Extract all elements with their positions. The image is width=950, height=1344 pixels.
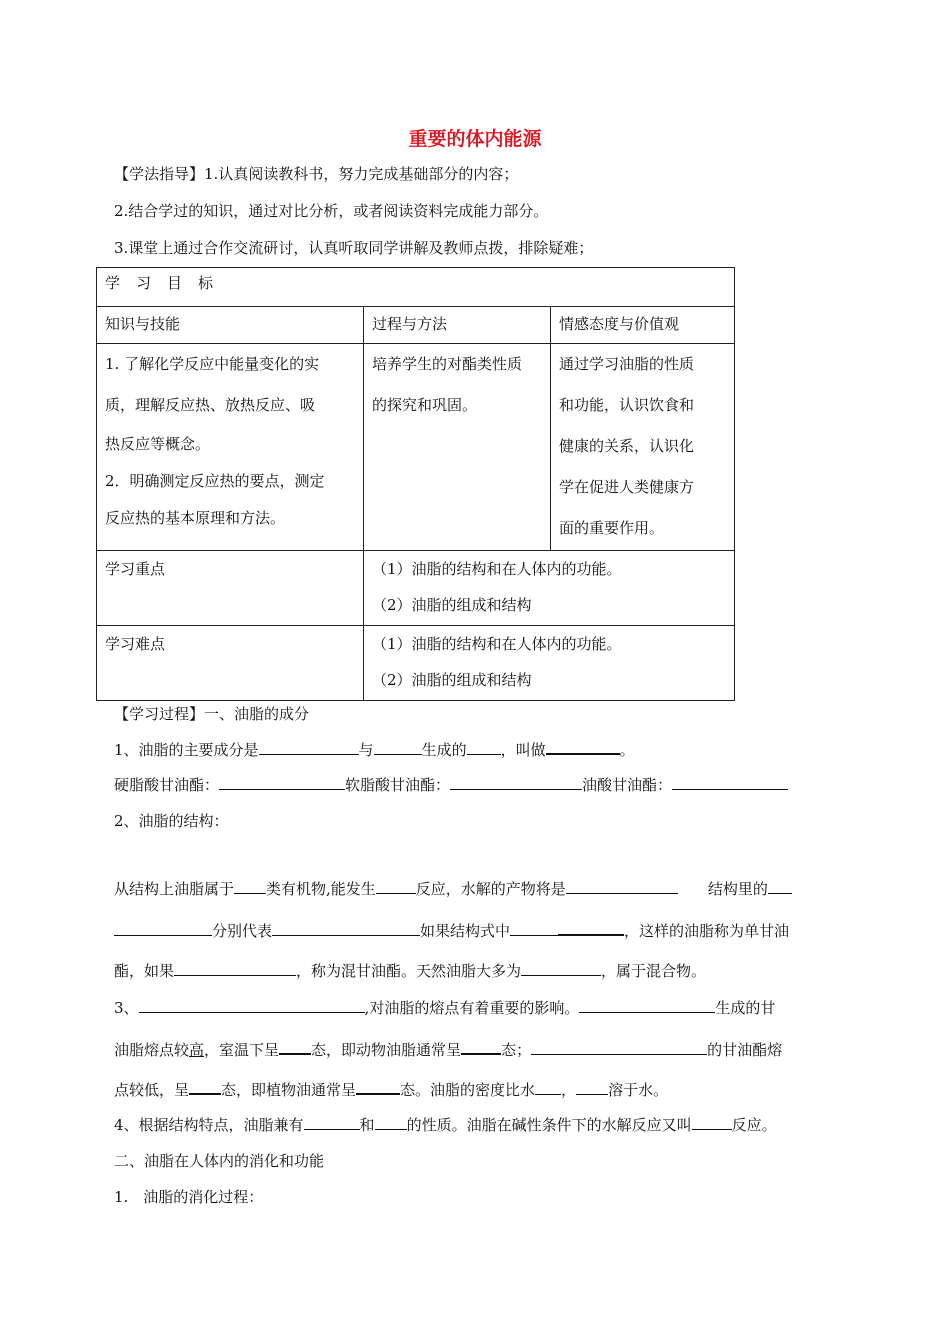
structure-line-2: 分别代表 如果结构式中 ，这样的油脂称为单甘油 xyxy=(114,919,789,941)
question-3-line-3: 点较低，呈 态，即植物油通常呈 态。油脂的密度比水 ， 溶于水。 xyxy=(114,1078,668,1100)
col-knowledge-header: 知识与技能 xyxy=(97,307,364,344)
goals-header: 学习目标 xyxy=(97,268,735,307)
blank-field[interactable] xyxy=(579,997,715,1013)
attitude-line: 健康的关系，认识化 xyxy=(559,437,695,455)
process-line: 培养学生的对酯类性质 xyxy=(372,355,523,373)
blank-field[interactable] xyxy=(531,1039,707,1055)
process-heading-label: 【学习过程】 xyxy=(114,705,205,723)
blank-field[interactable] xyxy=(279,1038,311,1055)
blank-field[interactable] xyxy=(546,738,620,755)
attitude-cell xyxy=(551,344,735,551)
structure-line-1: 从结构上油脂属于 类有机物,能发生 反应，水解的产物将是 结构里的 xyxy=(114,878,792,899)
process-heading-text: 一、油脂的成分 xyxy=(204,705,310,723)
process-line: 的探究和巩固。 xyxy=(372,396,478,414)
key-points-cell xyxy=(364,551,735,626)
blank-field[interactable] xyxy=(304,1114,360,1130)
knowledge-cell xyxy=(97,344,364,551)
blank-field[interactable] xyxy=(272,920,420,936)
question-3-line-2: 油脂熔点较高，室温下呈 态，即动物油脂通常呈 态； 的甘油酯熔 xyxy=(114,1038,782,1060)
attitude-line: 通过学习油脂的性质 xyxy=(559,355,695,373)
question-2: 2、油脂的结构： xyxy=(114,812,229,830)
process-cell xyxy=(364,344,551,551)
knowledge-line: 1. 了解化学反应中能量变化的实 xyxy=(105,355,320,373)
learning-goals-table xyxy=(96,267,735,701)
question-3: 3、 ,对油脂的熔点有着重要的影响。 生成的甘 xyxy=(114,999,776,1017)
blank-field[interactable] xyxy=(510,920,558,936)
knowledge-line: 热反应等概念。 xyxy=(105,435,211,453)
difficult-points-label: 学习难点 xyxy=(97,626,364,701)
difficult-point-item: （2）油脂的组成和结构 xyxy=(372,671,532,689)
blank-field[interactable] xyxy=(672,774,788,790)
blank-field[interactable] xyxy=(566,878,678,894)
process-heading xyxy=(114,703,309,724)
blank-field[interactable] xyxy=(450,774,582,790)
study-guide-item-3: 3.课堂上通过合作交流研讨，认真听取同学讲解及教师点拨，排除疑难； xyxy=(114,239,594,257)
col-attitude-header: 情感态度与价值观 xyxy=(551,307,735,344)
blank-field[interactable] xyxy=(219,774,345,790)
knowledge-line: 2．明确测定反应热的要点，测定 xyxy=(105,472,325,490)
page-title: 重要的体内能源 xyxy=(408,128,542,150)
study-guide-item-2: 2.结合学过的知识，通过对比分析，或者阅读资料完成能力部分。 xyxy=(114,202,549,220)
blank-field[interactable] xyxy=(174,960,296,976)
attitude-line: 面的重要作用。 xyxy=(559,519,665,537)
blank-field[interactable] xyxy=(535,1079,561,1095)
question-1: 1、油脂的主要成分是 与 生成的 ，叫做 。 xyxy=(114,738,635,760)
blank-field[interactable] xyxy=(376,878,416,894)
blank-field[interactable] xyxy=(189,1078,221,1095)
knowledge-line: 反应热的基本原理和方法。 xyxy=(105,509,286,527)
section-2-item-1: 1. 油脂的消化过程： xyxy=(114,1188,264,1206)
key-points-label: 学习重点 xyxy=(97,551,364,626)
blank-field[interactable] xyxy=(576,1079,608,1095)
attitude-line: 和功能，认识饮食和 xyxy=(559,396,695,414)
blank-field[interactable] xyxy=(692,1114,732,1130)
study-guide-label: 【学法指导】 xyxy=(114,165,205,183)
blank-field[interactable] xyxy=(139,997,365,1013)
structure-line-3: 酯，如果 ，称为混甘油酯。天然油脂大多为 ，属于混合物。 xyxy=(114,962,707,980)
difficult-points-cell xyxy=(364,626,735,701)
key-point-item: （1）油脂的结构和在人体内的功能。 xyxy=(372,560,622,578)
blank-field[interactable] xyxy=(467,739,501,755)
blank-field[interactable] xyxy=(356,1078,400,1095)
key-point-item: （2）油脂的组成和结构 xyxy=(372,596,532,614)
blank-field[interactable] xyxy=(374,739,422,755)
question-4: 4、根据结构特点，油脂兼有 和 的性质。油脂在碱性条件下的水解反应又叫 反应。 xyxy=(114,1116,777,1134)
study-guide-item-1: 1.认真阅读教科书，努力完成基础部分的内容； xyxy=(204,165,519,183)
difficult-point-item: （1）油脂的结构和在人体内的功能。 xyxy=(372,635,622,653)
blank-field[interactable] xyxy=(375,1114,407,1130)
blank-field[interactable] xyxy=(768,878,792,894)
study-guide-line-1 xyxy=(114,163,518,184)
section-2-heading: 二、油脂在人体内的消化和功能 xyxy=(114,1152,325,1170)
attitude-line: 学在促进人类健康方 xyxy=(559,478,695,496)
col-process-header: 过程与方法 xyxy=(364,307,551,344)
blank-field[interactable] xyxy=(558,919,624,936)
question-1-esters: 硬脂酸甘油酯： 软脂酸甘油酯： 油酸甘油酯： xyxy=(114,774,788,795)
blank-field[interactable] xyxy=(259,739,359,755)
blank-field[interactable] xyxy=(114,920,212,936)
blank-field[interactable] xyxy=(234,878,266,894)
knowledge-line: 质，理解反应热、放热反应、吸 xyxy=(105,396,316,414)
blank-field[interactable] xyxy=(461,1038,501,1055)
blank-field[interactable] xyxy=(521,960,601,976)
